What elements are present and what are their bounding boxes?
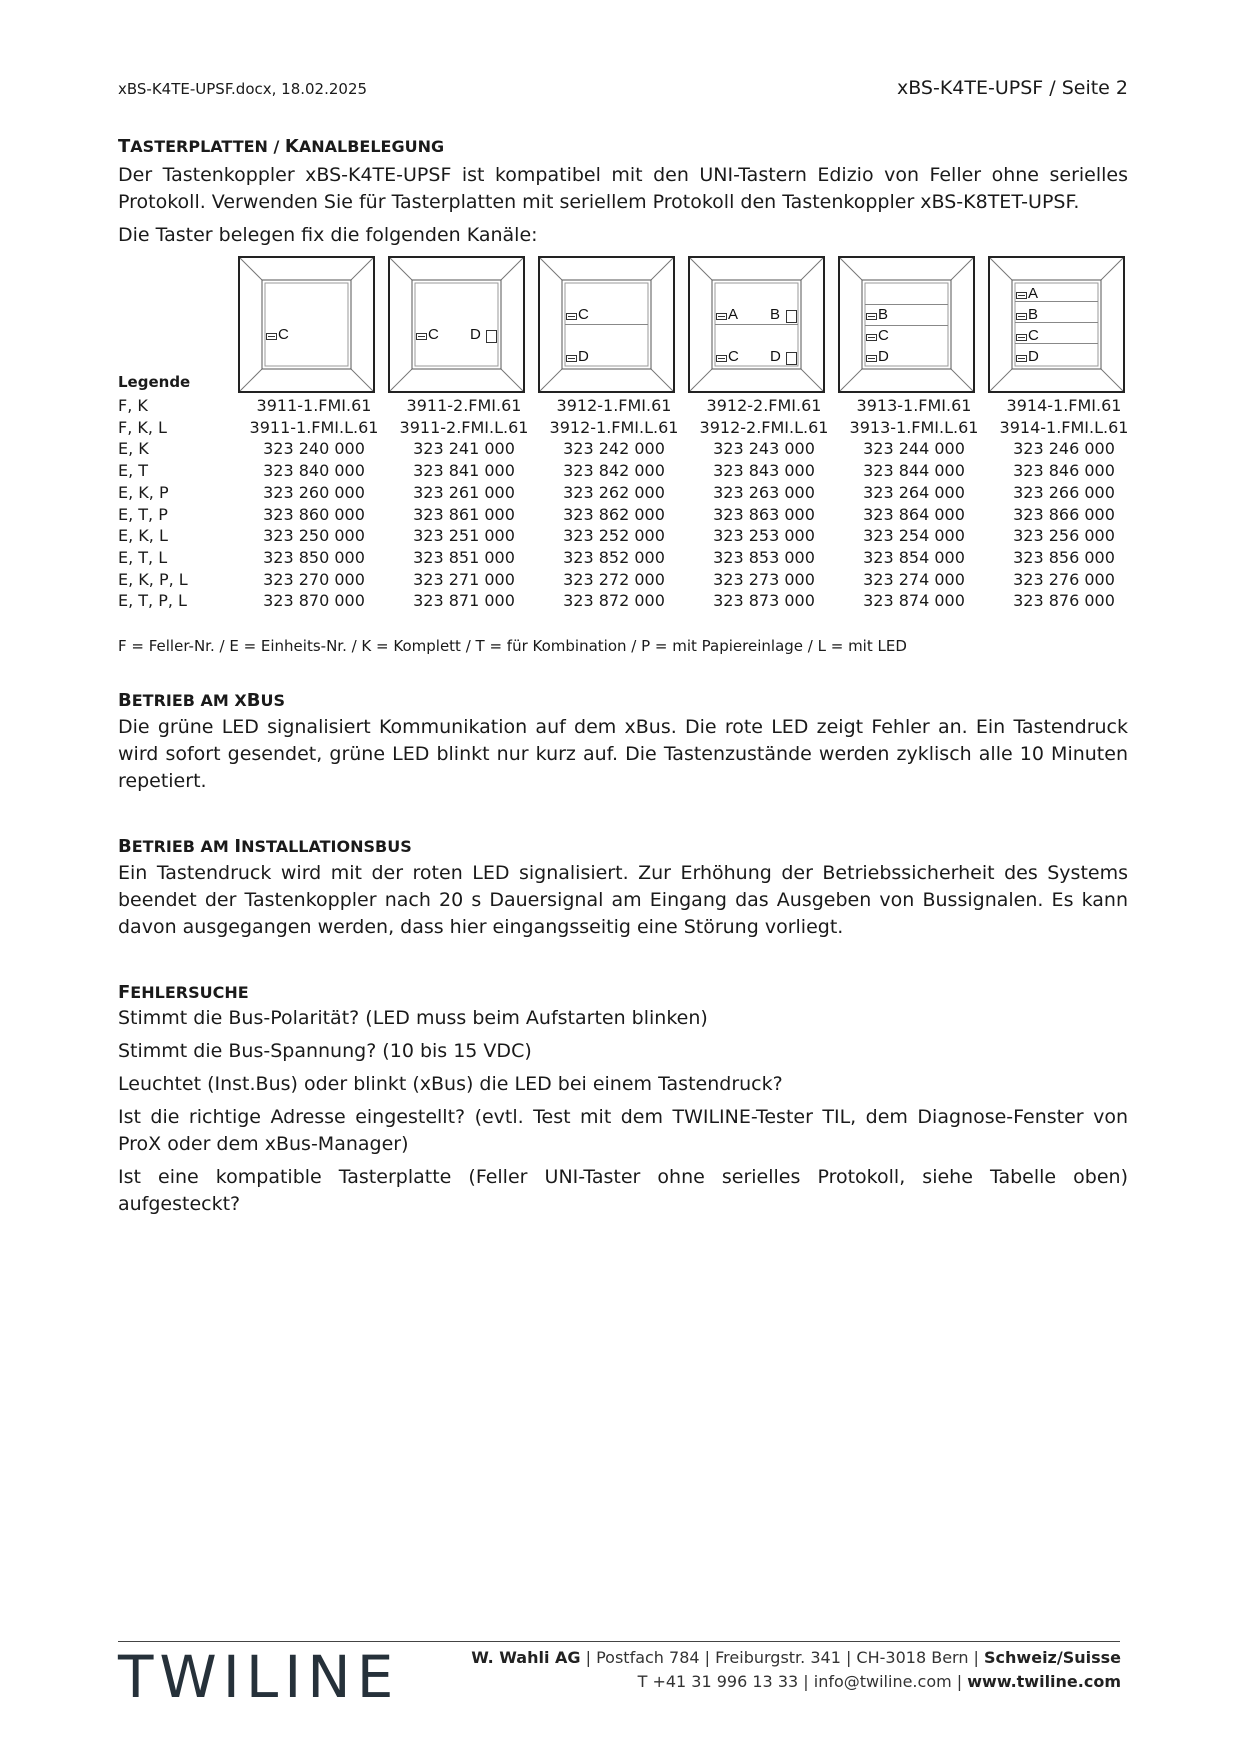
table-cell: 323 870 000 [263,591,365,611]
table-row-label: E, K, P [118,482,169,502]
channel-label: C [878,327,889,344]
table-cell: 323 872 000 [563,591,665,611]
section-title-fehlersuche: FEHLERSUCHE [118,982,249,1003]
channel-label: D [1028,348,1039,365]
table-cell: 323 272 000 [563,569,665,589]
channel-label: A [728,306,739,323]
table-row-label: E, K [118,439,149,459]
table-cell: 3913-1.FMI.61 [856,396,972,415]
channel-label: D [878,348,889,365]
led-indicator-icon [1016,334,1027,341]
channel-label: B [1028,306,1039,323]
led-indicator-icon [1016,355,1027,362]
troubleshooting-item: Leuchtet (Inst.Bus) oder blinkt (xBus) die LED bei einem Tastendruck? [118,1073,783,1095]
table-cell: 323 264 000 [863,482,965,502]
led-indicator-icon [416,333,427,340]
table-cell: 323 856 000 [1013,547,1115,567]
section-paragraph-installationsbus: Ein Tastendruck wird mit der roten LED signalisiert. Zur Erhöhung der Betriebssicherheit des Systems beendet der Tastenkoppler nach 20 s Dauersignal am Eingang das Ausgeben von Bussignalen. Es kann davon ausgegangen werden, dass hier eingangsseitig eine Störung vorliegt. [118,862,1128,938]
footer-website-link[interactable]: www.twiline.com [967,1672,1121,1691]
led-indicator-icon [716,355,727,362]
table-cell: 323 263 000 [713,482,815,502]
rocker-divider [865,304,948,305]
table-cell: 3913-1.FMI.L.61 [849,417,979,437]
table-cell: 323 251 000 [413,526,515,546]
document-filename: xBS-K4TE-UPSF.docx, 18.02.2025 [118,80,368,98]
channel-label: D [578,348,589,365]
table-cell: 323 863 000 [713,504,815,524]
troubleshooting-item: Ist eine kompatible Tasterplatte (Feller UNI-Taster ohne serielles Protokoll, siehe Tabelle oben) aufgesteckt? [118,1166,1128,1215]
channel-label: C [728,348,739,365]
table-cell: 323 250 000 [263,526,365,546]
table-cell: 323 842 000 [563,461,665,481]
table-cell: 323 851 000 [413,547,515,567]
table-cell: 323 270 000 [263,569,365,589]
table-cell: 323 244 000 [863,439,965,459]
table-cell: 3912-1.FMI.L.61 [549,417,679,437]
channel-label: B [770,306,781,323]
table-cell: 3911-2.FMI.L.61 [399,417,529,437]
led-indicator-icon [866,313,877,320]
table-cell: 3914-1.FMI.61 [1006,396,1122,415]
channel-label: C [428,326,439,343]
table-cell: 323 271 000 [413,569,515,589]
table-row-label: E, T, P, L [118,591,187,611]
footer-address: W. Wahli AG | Postfach 784 | Freiburgstr. 341 | CH-3018 Bern | Schweiz/Suisse [471,1648,1121,1667]
rocker-divider [715,324,798,325]
table-cell: 323 876 000 [1013,591,1115,611]
table-cell: 323 256 000 [1013,526,1115,546]
channel-label: A [1028,285,1039,302]
led-indicator-icon [1016,313,1027,320]
table-cell: 323 840 000 [263,461,365,481]
table-cell: 323 243 000 [713,439,815,459]
switch-plate-diagram [538,256,675,393]
table-cell: 3911-2.FMI.61 [406,396,522,415]
table-cell: 323 240 000 [263,439,365,459]
table-cell: 323 242 000 [563,439,665,459]
table-cell: 3912-2.FMI.L.61 [699,417,829,437]
troubleshooting-item: Ist die richtige Adresse eingestellt? (evtl. Test mit dem TWILINE-Tester TIL, dem Diagnose-Fenster von ProX oder dem xBus-Manager) [118,1106,1128,1155]
switch-plate-diagram [388,256,525,393]
table-row-label: E, K, L [118,526,168,546]
rocker-divider [865,325,948,326]
section-title-tasterplatten: TASTERPLATTEN / KANALBELEGUNG [118,136,445,157]
section-title-xbus: BETRIEB AM XBUS [118,690,286,711]
table-cell: 323 260 000 [263,482,365,502]
channel-label: C [278,326,289,343]
table-row-label: F, K [118,396,148,415]
table-cell: 323 861 000 [413,504,515,524]
table-cell: 3911-1.FMI.L.61 [249,417,379,437]
table-cell: 323 276 000 [1013,569,1115,589]
table-row-label: E, T [118,461,149,481]
table-cell: 323 841 000 [413,461,515,481]
table-cell: 323 246 000 [1013,439,1115,459]
table-cell: 323 241 000 [413,439,515,459]
table-cell: 323 261 000 [413,482,515,502]
table-cell: 3914-1.FMI.L.61 [999,417,1129,437]
troubleshooting-item: Stimmt die Bus-Spannung? (10 bis 15 VDC) [118,1040,532,1062]
legend-title: Legende [118,373,191,391]
page-number: xBS-K4TE-UPSF / Seite 2 [896,77,1128,99]
table-cell: 323 860 000 [263,504,365,524]
switch-plate-diagram [238,256,375,393]
switch-plate-diagram [838,256,975,393]
led-indicator-icon [1016,292,1027,299]
table-row-label: E, T, L [118,547,168,567]
channel-label: B [878,306,889,323]
led-indicator-icon [566,355,577,362]
table-cell: 323 853 000 [713,547,815,567]
table-cell: 323 852 000 [563,547,665,567]
table-cell: 323 843 000 [713,461,815,481]
button-marker-icon [786,310,797,323]
led-indicator-icon [266,333,277,340]
channels-intro: Die Taster belegen fix die folgenden Kanäle: [118,224,538,246]
led-indicator-icon [866,334,877,341]
troubleshooting-item: Stimmt die Bus-Polarität? (LED muss beim Aufstarten blinken) [118,1007,708,1029]
channel-label: D [770,348,781,365]
section-title-installationsbus: BETRIEB AM INSTALLATIONSBUS [118,836,412,857]
rocker-divider [565,324,648,325]
channel-label: D [470,326,481,343]
led-indicator-icon [716,313,727,320]
switch-plate-diagram [988,256,1125,393]
section-paragraph-compatibility: Der Tastenkoppler xBS-K4TE-UPSF ist kompatibel mit den UNI-Tastern Edizio von Feller ohne serielles Protokoll. Verwenden Sie für Tasterplatten mit seriellem Protokoll den Tastenkoppler xBS-K8TET-UPSF. [118,164,1128,213]
channel-label: C [578,306,589,323]
table-cell: 323 873 000 [713,591,815,611]
footer-divider [118,1641,1120,1642]
button-marker-icon [486,330,497,343]
table-cell: 323 866 000 [1013,504,1115,524]
table-cell: 3911-1.FMI.61 [256,396,372,415]
channel-label: C [1028,327,1039,344]
table-cell: 323 844 000 [863,461,965,481]
table-row-label: E, T, P [118,504,168,524]
table-cell: 323 850 000 [263,547,365,567]
led-indicator-icon [866,355,877,362]
led-indicator-icon [566,313,577,320]
table-cell: 323 874 000 [863,591,965,611]
twiline-logo: TWILINE [118,1643,400,1711]
table-row-label: E, K, P, L [118,569,188,589]
table-cell: 323 254 000 [863,526,965,546]
table-cell: 323 253 000 [713,526,815,546]
table-row-label: F, K, L [118,417,167,437]
table-cell: 323 252 000 [563,526,665,546]
button-marker-icon [786,352,797,365]
table-cell: 323 871 000 [413,591,515,611]
table-cell: 323 274 000 [863,569,965,589]
table-footnote: F = Feller-Nr. / E = Einheits-Nr. / K = Komplett / T = für Kombination / P = mit Papiereinlage / L = mit LED [118,637,907,655]
table-cell: 323 273 000 [713,569,815,589]
table-cell: 3912-2.FMI.61 [706,396,822,415]
table-cell: 323 864 000 [863,504,965,524]
table-cell: 3912-1.FMI.61 [556,396,672,415]
section-paragraph-xbus: Die grüne LED signalisiert Kommunikation auf dem xBus. Die rote LED zeigt Fehler an. Ein Tastendruck wird sofort gesendet, grüne LED blinkt nur kurz auf. Die Tastenzustände werden zyklisch alle 10 Minuten repetiert. [118,716,1128,792]
table-cell: 323 266 000 [1013,482,1115,502]
table-cell: 323 854 000 [863,547,965,567]
table-cell: 323 262 000 [563,482,665,502]
table-cell: 323 862 000 [563,504,665,524]
switch-plate-diagram [688,256,825,393]
table-cell: 323 846 000 [1013,461,1115,481]
footer-contact: T +41 31 996 13 33 | info@twiline.com | www.twiline.com [637,1672,1121,1691]
